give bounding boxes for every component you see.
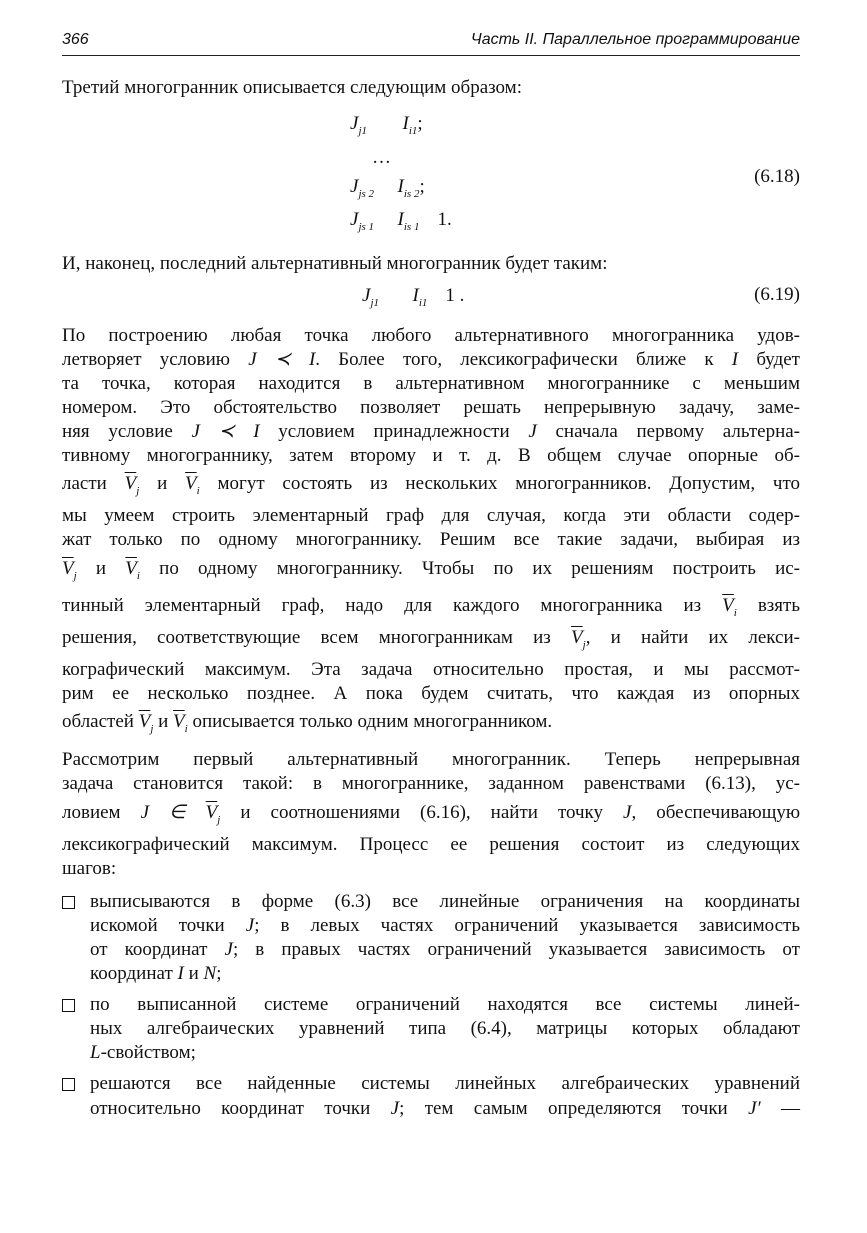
text-span: и xyxy=(139,473,186,494)
text-span: сначала первому альтерна- xyxy=(536,421,800,442)
text-span: искомой точки xyxy=(90,915,246,936)
eq-tail: ; xyxy=(417,113,423,134)
math-inline: J′ xyxy=(748,1098,761,1119)
text-span: относительно координат точки xyxy=(90,1098,391,1119)
text-span: тинный элементарный граф, надо для каждого многогранника из xyxy=(62,595,723,616)
text-span: решения, соответствующие всем многогранникам из xyxy=(62,627,572,648)
symbol-subscript: j xyxy=(73,570,77,582)
eq-row xyxy=(362,284,464,308)
math-inline: J xyxy=(245,915,255,936)
text-line: рим ее несколько позднее. А пока будем считать, что каждая из опорных xyxy=(62,683,800,704)
eq-subscript: is 1 xyxy=(403,221,420,233)
text-line xyxy=(90,1097,800,1121)
equation-number: (6.18) xyxy=(754,166,800,187)
text-line: кографический максимум. Эта задача относительно простая, и мы рассмот- xyxy=(62,659,800,680)
text-span: ; тем самым определяются точки xyxy=(399,1098,749,1119)
text-span: летворяет условию xyxy=(62,349,249,370)
text-span: ; в левых частях ограничений указывается зависимость xyxy=(254,915,800,936)
text-span: ; xyxy=(216,963,222,984)
checkbox-bullet-icon xyxy=(62,1078,75,1091)
eq-symbol: I xyxy=(402,113,409,134)
checkbox-bullet-icon xyxy=(62,896,75,909)
text-line xyxy=(62,472,800,496)
text-line: задача становится такой: в многограннике, заданном равенствами (6.13), ус- xyxy=(62,773,800,794)
eq-symbol: I xyxy=(412,285,419,306)
text-span: , обеспечивающую xyxy=(631,802,801,823)
symbol-subscript: j xyxy=(150,723,154,735)
text-span: и xyxy=(153,711,174,732)
symbol-subscript: i xyxy=(136,570,140,582)
math-inline: J ≺ I xyxy=(191,421,260,442)
math-inline: J xyxy=(623,802,632,823)
text-line xyxy=(62,626,800,650)
eq-symbol: J xyxy=(350,113,359,134)
text-span: описывается только одним многогранником. xyxy=(187,711,553,732)
eq-row-3 xyxy=(350,175,425,199)
text-line: та точка, которая находится в альтернативном многограннике с меньшим xyxy=(62,373,800,394)
text-span: ловием xyxy=(62,802,141,823)
symbol-subscript: i xyxy=(196,485,200,497)
running-header xyxy=(62,31,800,56)
intro-line: Третий многогранник описывается следующим образом: xyxy=(62,77,522,98)
text-line: Рассмотрим первый альтернативный многогранник. Теперь непрерывная xyxy=(62,749,800,770)
last-polyhedron-line: И, наконец, последний альтернативный многогранник будет таким: xyxy=(62,253,608,274)
text-line: номером. Это обстоятельство позволяет решать непрерывную задачу, заме- xyxy=(62,397,800,418)
overline-symbol: $\overline{V}$ xyxy=(138,711,151,732)
text-line: жат только по одному многограннику. Решим все такие задачи, выбирая из xyxy=(62,529,800,550)
symbol-subscript: j xyxy=(136,485,140,497)
text-line xyxy=(62,594,800,618)
text-line xyxy=(90,1041,800,1065)
overline-symbol: $\overline{V}$ xyxy=(185,473,197,494)
text-span: координат xyxy=(90,963,178,984)
text-line xyxy=(62,420,800,444)
eq-row-4 xyxy=(350,208,452,232)
text-line xyxy=(62,801,800,825)
text-line: выписываются в форме (6.3) все линейные ограничения на координаты xyxy=(90,891,800,912)
eq-subscript: i1 xyxy=(418,297,428,309)
eq-tail: 1. xyxy=(437,209,452,230)
eq-subscript: js 1 xyxy=(358,221,375,233)
text-span: будет xyxy=(738,349,800,370)
eq-tail: 1 . xyxy=(445,285,465,306)
eq-tail: ; xyxy=(419,176,425,197)
math-inline: J xyxy=(390,1098,400,1119)
text-span: и xyxy=(76,558,126,579)
symbol-subscript: j xyxy=(217,814,221,826)
text-span: по одному многограннику. Чтобы по их решениям построить ис- xyxy=(139,558,801,579)
text-line xyxy=(90,938,800,962)
math-inline: J xyxy=(528,421,537,442)
text-line: ных алгебраических уравнений типа (6.4), матрицы которых обладают xyxy=(90,1018,800,1039)
math-inline: J ≺ I xyxy=(248,349,316,370)
text-line xyxy=(62,710,800,734)
text-span: ; в правых частях ограничений указывается зависимость от xyxy=(232,939,800,960)
page-number: 366 xyxy=(62,31,89,48)
eq-subscript: is 2 xyxy=(403,188,420,200)
overline-symbol: $\overline{V}$ xyxy=(571,627,583,648)
eq-symbol: J xyxy=(362,285,371,306)
eq-row-2: … xyxy=(372,147,391,168)
eq-symbol: J xyxy=(350,176,359,197)
text-line xyxy=(62,557,800,581)
text-line: мы умеем строить элементарный граф для случая, когда эти области содер- xyxy=(62,505,800,526)
text-span: могут состоять из нескольких многогранников. Допустим, что xyxy=(199,473,800,494)
symbol-subscript: i xyxy=(184,723,188,735)
text-span: и соотношениями (6.16), найти точку xyxy=(220,802,624,823)
math-inline: J xyxy=(224,939,233,960)
text-span: . Более того, лексикографически ближе к xyxy=(315,349,732,370)
eq-symbol: I xyxy=(397,209,404,230)
overline-symbol: $\overline{V}$ xyxy=(722,595,734,616)
text-span: областей xyxy=(62,711,139,732)
running-title: Часть II. Параллельное программирование xyxy=(470,31,800,48)
text-line: по выписанной системе ограничений находятся все системы линей- xyxy=(90,994,800,1015)
text-line xyxy=(62,348,800,372)
overline-symbol: $\overline{V}$ xyxy=(125,558,137,579)
text-line xyxy=(90,914,800,938)
text-span: условием принадлежности xyxy=(259,421,529,442)
text-span: взять xyxy=(736,595,801,616)
text-line: По построению любая точка любого альтернативного многогранника удов- xyxy=(62,325,800,346)
eq-row-1 xyxy=(350,112,423,136)
math-inline: N xyxy=(203,963,217,984)
eq-subscript: i1 xyxy=(408,125,418,137)
eq-symbol: I xyxy=(397,176,404,197)
equation-number: (6.19) xyxy=(754,284,800,305)
text-span: няя условие xyxy=(62,421,192,442)
math-inline: I xyxy=(731,349,739,370)
math-inline: I xyxy=(177,963,184,984)
eq-symbol: J xyxy=(350,209,359,230)
text-span: -свойством; xyxy=(100,1042,196,1063)
overline-symbol: $\overline{V}$ xyxy=(173,711,185,732)
symbol-subscript: j xyxy=(582,639,586,651)
text-line: шагов: xyxy=(62,858,117,879)
text-span: — xyxy=(760,1098,800,1119)
eq-subscript: js 2 xyxy=(358,188,375,200)
math-inline: J ∈ xyxy=(140,802,206,823)
overline-symbol: $\overline{V}$ xyxy=(62,558,74,579)
math-inline: L xyxy=(90,1042,101,1063)
overline-symbol: $\overline{V}$ xyxy=(205,802,218,823)
checkbox-bullet-icon xyxy=(62,999,75,1012)
overline-symbol: $\overline{V}$ xyxy=(124,473,137,494)
eq-subscript: j1 xyxy=(358,125,367,137)
text-span: , и найти их лекси- xyxy=(585,627,800,648)
text-line: лексикографический максимум. Процесс ее решения состоит из следующих xyxy=(62,834,800,855)
symbol-subscript: i xyxy=(733,607,737,619)
text-span: ласти xyxy=(62,473,125,494)
text-line: решаются все найденные системы линейных алгебраических уравнений xyxy=(90,1073,800,1094)
text-span: и xyxy=(183,963,204,984)
eq-subscript: j1 xyxy=(370,297,379,309)
text-span: от координат xyxy=(90,939,225,960)
text-line: тивному многограннику, затем второму и т. д. В общем случае опорные об- xyxy=(62,445,800,466)
text-line xyxy=(90,962,800,986)
